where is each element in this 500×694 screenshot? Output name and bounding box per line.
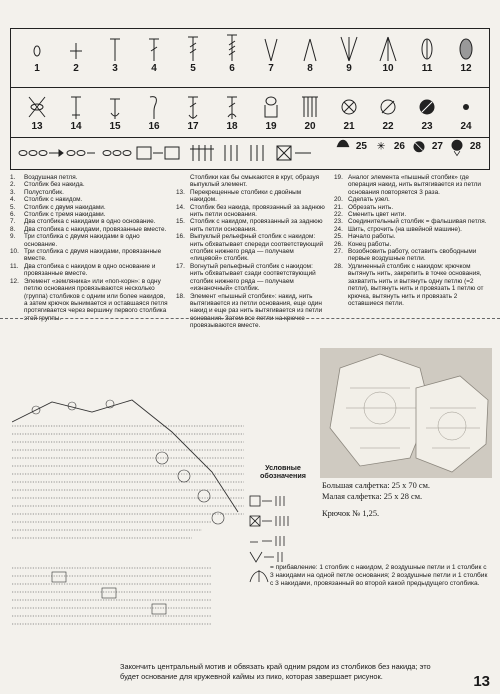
description-number: 28.: [334, 262, 343, 270]
description-number: 10.: [10, 248, 19, 256]
description-text: Три столбика с двумя накидами в одно основание.: [24, 233, 140, 248]
legend-number: 18: [226, 121, 238, 132]
description-number: 7.: [10, 218, 16, 226]
legend-symbol: [370, 91, 406, 132]
end-work-icon: [410, 135, 428, 157]
description-number: 6.: [10, 211, 16, 219]
legend-symbol: [97, 91, 133, 132]
crossed-stitch-icon: [64, 91, 88, 121]
description-text: Столбик без накида.: [24, 181, 85, 189]
two-dc-joined-icon: [298, 33, 322, 63]
description-number: 21.: [334, 203, 343, 211]
description-item: [176, 293, 326, 330]
legend-symbol: [331, 135, 367, 157]
description-text: Два столбика с накидом в одно основание и провязанные вместе.: [24, 262, 156, 278]
legend-symbol: [214, 33, 250, 74]
legend-number: 16: [148, 121, 160, 132]
description-item: [10, 233, 168, 248]
description-text: Два столбика с накидами в одно основание.: [24, 218, 156, 226]
pearl-stitch-icon: [25, 91, 49, 121]
legend-symbol: [97, 33, 133, 74]
legend-symbol: [58, 91, 94, 132]
popcorn-stitch-icon: [454, 33, 478, 63]
description-number: 23.: [334, 218, 343, 226]
legend-number: 22: [382, 121, 394, 132]
description-item: [176, 189, 326, 204]
description-number: 19.: [334, 174, 343, 181]
legend-symbol: [136, 33, 172, 74]
description-text: Воздушная петля.: [24, 174, 78, 181]
description-number: 22.: [334, 211, 343, 219]
legend-symbol: [407, 135, 443, 157]
description-item: [10, 204, 168, 211]
legend-number: 12: [460, 63, 472, 74]
double-treble-icon: [220, 33, 244, 63]
puff-stitch-icon: [415, 33, 439, 63]
key-symbol-1: [248, 492, 308, 512]
description-column-1: [10, 174, 168, 322]
legend-divider: [11, 87, 489, 88]
legend-symbol: [253, 33, 289, 74]
legend-symbol: [409, 33, 445, 74]
legend-number: 27: [431, 140, 443, 152]
legend-number: 25: [355, 140, 367, 152]
description-item: [334, 174, 490, 196]
sew-icon: [334, 135, 352, 157]
description-item: [334, 263, 490, 307]
legend-number: 3: [112, 63, 118, 74]
legend-number: 5: [190, 63, 196, 74]
legend-number: 24: [460, 121, 472, 132]
description-text: Конец работы.: [348, 240, 392, 248]
description-text: Три столбика с двумя накидами, провязанные вместе.: [24, 248, 162, 263]
chain-stitch-icon: [25, 33, 49, 63]
section-divider: [0, 318, 500, 319]
description-number: 1.: [10, 174, 16, 181]
legend-row-3: [11, 141, 489, 169]
legend-symbol: [331, 91, 367, 132]
cut-thread-icon: [376, 91, 400, 121]
legend-symbol: [448, 33, 484, 74]
svg-text:✳: ✳: [377, 140, 386, 153]
description-item: [176, 204, 326, 219]
description-text: Соединительный столбик = фальшивая петля.: [348, 218, 487, 226]
small-napkin-size: Малая салфетка: 25 x 28 см.: [322, 492, 423, 501]
description-number: 14.: [176, 203, 185, 211]
description-item: [10, 278, 168, 322]
description-text: Возобновить работу, оставить свободными первые воздушные петли.: [348, 248, 477, 263]
double-crochet-icon: [142, 33, 166, 63]
legend-symbol: [292, 33, 328, 74]
legend-symbol: [175, 91, 211, 132]
legend-number: 7: [268, 63, 274, 74]
knot-icon: [337, 91, 361, 121]
dc-around-post-icon: [103, 91, 127, 121]
legend-symbol: [331, 33, 367, 74]
description-item: [176, 263, 326, 293]
legend-symbol: [19, 91, 55, 132]
description-item: [10, 218, 168, 225]
description-number: 27.: [334, 248, 343, 256]
description-number: 5.: [10, 203, 16, 211]
legend-symbol: [136, 91, 172, 132]
legend-symbol: [292, 91, 328, 132]
legend-number: 1: [34, 63, 40, 74]
increase-note: = прибавление: 1 столбик с накидом, 2 воздушные петли и 1 столбик с 3 накидами на одной петле основания; 2 воздушные петли и 1 столбик с 3 накидами, провязанный во второй какой предыдущего столбика.: [270, 564, 488, 587]
legend-symbol: [175, 33, 211, 74]
two-dc-one-base-icon: [259, 33, 283, 63]
description-column-3: [334, 174, 490, 307]
legend-symbol: [253, 91, 289, 132]
legend-number: 19: [265, 121, 277, 132]
description-text: Столбик с накидом, провязанный за заднюю нить петли основания.: [190, 218, 323, 233]
size-info: [322, 480, 430, 519]
description-text: Сделать узел.: [348, 196, 390, 204]
legend-key-title: Условные обозначения: [260, 463, 306, 480]
description-text: Элемент «земляника» или «поп-корн»: в одну петлю основания провязываются несколько (группа) столбиков с одним или более накидов, а затем крючок вынимается и оставшаяся петля протягивается через вершину первого столбика этой группы.: [24, 277, 168, 322]
finishing-instructions: Закончить центральный мотив и обвязать край одним рядом из столбиков без накида; это будет основание для кружевной каймы из пико, которая завершает рисунок.: [120, 662, 431, 681]
description-text: Сменить цвет нити.: [348, 211, 407, 219]
description-number: 13.: [176, 188, 185, 196]
legend-number: 26: [393, 140, 405, 152]
description-number: 4.: [10, 196, 16, 204]
description-item: [334, 248, 490, 263]
description-text: Столбик с тремя накидами.: [24, 211, 106, 219]
legend-symbol: [409, 91, 445, 132]
page-number: 13: [473, 673, 490, 690]
description-number: 12.: [10, 277, 19, 285]
description-number: 15.: [176, 218, 185, 226]
legend-number: 23: [421, 121, 433, 132]
legend-number: 10: [382, 63, 394, 74]
false-row-icon: [454, 91, 478, 121]
description-item: [176, 174, 326, 189]
legend-number: 15: [109, 121, 121, 132]
description-item: [10, 196, 168, 203]
description-text: Столбик с двумя накидами.: [24, 203, 106, 211]
legend-number: 28: [469, 140, 481, 152]
legend-number: 9: [346, 63, 352, 74]
description-number: 3.: [10, 188, 16, 196]
start-work-icon: [372, 135, 390, 157]
symbol-legend: [10, 28, 490, 170]
elongated-sc-icon: [448, 135, 466, 157]
description-text: Столбик с накидом.: [24, 196, 83, 204]
description-item: [176, 233, 326, 263]
legend-symbol: [58, 33, 94, 74]
legend-symbol: [214, 91, 250, 132]
legend-symbol: [370, 33, 406, 74]
legend-symbol: [448, 91, 484, 132]
change-thread-icon: [415, 91, 439, 121]
legend-number: 8: [307, 63, 313, 74]
description-text: Столбик без накида, провязанный за заднюю нить петли основания.: [190, 203, 325, 219]
legend-number: 20: [304, 121, 316, 132]
description-item: [176, 218, 326, 233]
legend-number: 2: [73, 63, 79, 74]
description-number: 11.: [10, 262, 19, 270]
back-post-dc-icon: [259, 91, 283, 121]
description-text: Обрезать нить.: [348, 203, 394, 211]
description-text: Два столбика с накидами, провязанные вместе.: [24, 225, 167, 233]
legend-number: 6: [229, 63, 235, 74]
big-napkin-size: Большая салфетка: 25 x 70 см.: [322, 481, 430, 490]
hook-size: Крючок № 1,25.: [322, 509, 380, 518]
treble-crochet-icon: [181, 33, 205, 63]
description-item: [334, 218, 490, 225]
description-number: 20.: [334, 196, 343, 204]
description-number: 24.: [334, 225, 343, 233]
single-crochet-icon: [64, 33, 88, 63]
dc-front-loop-icon: [142, 91, 166, 121]
description-text: Аналог элемента «пышный столбик» где операция накид, нить вытягивается из петли основания повторяется 3 раза.: [348, 174, 481, 196]
description-item: [10, 263, 168, 278]
legend-number: 11: [421, 63, 433, 74]
description-text: Начало работы.: [348, 233, 396, 241]
crochet-chart: [12, 392, 244, 660]
description-number: 25.: [334, 233, 343, 241]
description-number: 9.: [10, 233, 16, 241]
key-symbol-2: [248, 512, 308, 532]
description-item: [334, 196, 490, 203]
description-item: [334, 241, 490, 248]
increase-symbol: [248, 566, 270, 586]
legend-symbol: [445, 135, 481, 157]
legend-number: 13: [31, 121, 43, 132]
three-tr-joined-icon: [376, 33, 400, 63]
description-number: 8.: [10, 225, 16, 233]
description-text: Вогнутый рельефный столбик с накидом: нить обхватывает сзади соответствующий столбик нижнего ряда — получаем «изнаночный» столбик.: [190, 262, 316, 293]
description-number: 2.: [10, 181, 16, 189]
description-text: Столбики как бы смыкаются в круг, образуя выпуклый элемент.: [190, 174, 320, 189]
description-item: [334, 204, 490, 211]
description-text: Выпуклый рельефный столбик с накидом: нить обхватывает спереди соответствующий столбик нижнего ряда — получаем «лицевой» столбик.: [190, 233, 324, 263]
description-number: 16.: [176, 233, 185, 241]
front-post-dc-icon: [220, 91, 244, 121]
description-text: Элемент «пышный столбик»: накид, нить вытягивается из петли основания, еще один накид и еще раз нить вытягивается из петли основания. Затем все петли на крючке провязываются вместе.: [190, 292, 323, 330]
description-number: [176, 174, 190, 189]
stitch-sequence-icon: [15, 141, 315, 167]
half-double-crochet-icon: [103, 33, 127, 63]
description-number: 26.: [334, 240, 343, 248]
description-text: Шить, строчить (на швейной машине).: [348, 225, 462, 233]
description-item: [10, 248, 168, 263]
description-column-2: [176, 174, 326, 330]
legend-symbol: [369, 135, 405, 157]
description-number: 18.: [176, 292, 185, 300]
legend-number: 17: [187, 121, 199, 132]
description-item: [10, 181, 168, 188]
description-item: [334, 233, 490, 240]
legend-number: 21: [343, 121, 355, 132]
description-text: Перекрещенные столбики с двойным накидом.: [190, 188, 302, 204]
three-tr-one-base-icon: [337, 33, 361, 63]
doily-photo: [320, 348, 492, 478]
dc-back-loop-icon: [181, 91, 205, 121]
loop-stitch-icon: [298, 91, 322, 121]
legend-number: 4: [151, 63, 157, 74]
description-text: Полустолбик.: [24, 188, 64, 196]
description-text: Удлиненный столбик с накидом: крючком вытянуть нить, закрепить в точке основания, захватить нить и вытянуть одну петлю (=2 петли), вытянуть нить и провязать 1 петлю от крючка, вытянуть нить и провязать 2 оставшиеся петли.: [348, 262, 484, 307]
legend-number: 14: [70, 121, 82, 132]
legend-symbol: [19, 33, 55, 74]
description-number: 17.: [176, 262, 185, 270]
